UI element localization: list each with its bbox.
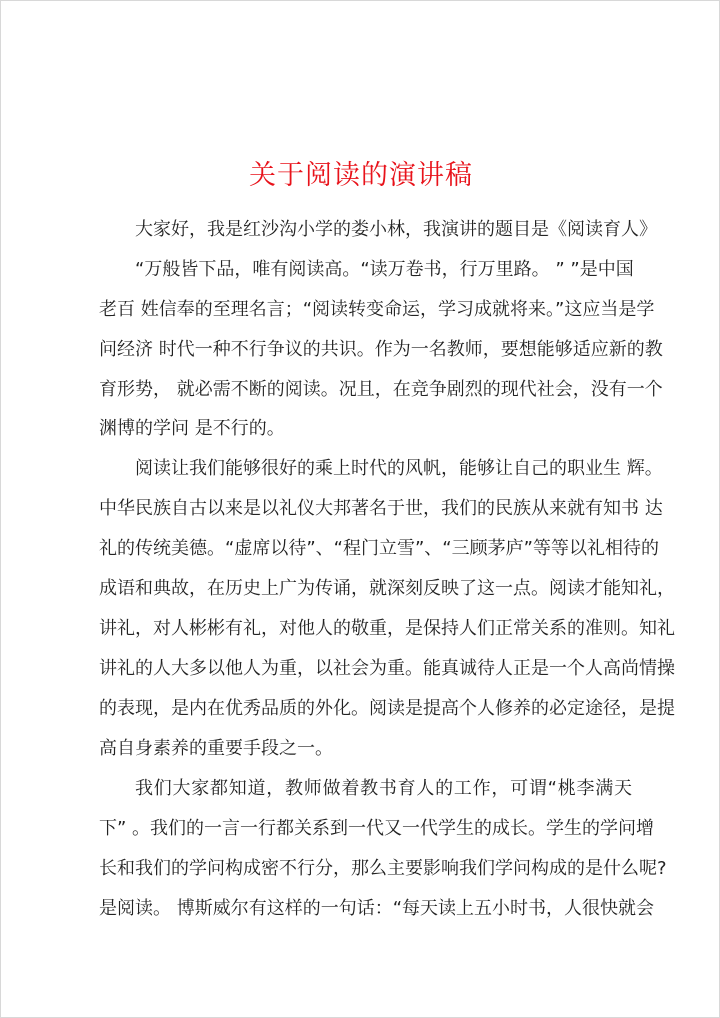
- paragraph-line: 高自身素养的重要手段之一。: [99, 738, 333, 759]
- paragraph-line: 成语和典故，在历史上广为传诵，就深刻反映了这一点。阅读才能知礼，: [99, 578, 675, 599]
- paragraph-line: 我们大家都知道，教师做着教书育人的工作，可谓“桃李满天: [135, 778, 632, 799]
- paragraph-line: 问经济 时代一种不行争议的共识。作为一名教师，要想能够适应新的教: [99, 339, 663, 360]
- paragraph-line: 育形势， 就必需不断的阅读。况且，在竞争剧烈的现代社会，没有一个: [99, 379, 663, 400]
- paragraph-line: 讲礼的人大多以他人为重，以社会为重。能真诚待人正是一个人高尚情操: [99, 658, 675, 679]
- paragraph-line: 是阅读。 博斯威尔有这样的一句话：“每天读上五小时书，人很快就会: [99, 898, 655, 919]
- paragraph-line: 中华民族自古以来是以礼仪大邦著名于世，我们的民族从来就有知书 达: [99, 498, 663, 519]
- paragraph-line: 下” 。我们的一言一行都关系到一代又一代学生的成长。学生的学问增: [99, 818, 655, 839]
- paragraph-line: 老百 姓信奉的至理名言；“阅读转变命运，学习成就将来。”这应当是学: [99, 299, 655, 320]
- document-title: 关于阅读的演讲稿: [249, 160, 473, 191]
- paragraph-line: 大家好，我是红沙沟小学的娄小林，我演讲的题目是《阅读育人》: [135, 219, 657, 240]
- paragraph-line: 渊博的学问 是不行的。: [99, 418, 285, 439]
- paragraph-line: 礼的传统美德。“虚席以待”、“程门立雪”、“三顾茅庐”等等以礼相待的: [99, 538, 659, 559]
- paragraph-line: 的表现，是内在优秀品质的外化。阅读是提高个人修养的必定途径，是提: [99, 698, 675, 719]
- paragraph-line: 阅读让我们能够很好的乘上时代的风帆，能够让自己的职业生 辉。: [135, 458, 663, 479]
- paragraph-line: 长和我们的学问构成密不行分，那么主要影响我们学问构成的是什么呢?: [99, 858, 667, 879]
- paragraph-line: 讲礼，对人彬彬有礼，对他人的敬重，是保持人们正常关系的准则。知礼: [99, 618, 675, 639]
- paragraph-line: “万般皆下品，唯有阅读高。“读万卷书，行万里路。 ” ”是中国: [135, 259, 634, 280]
